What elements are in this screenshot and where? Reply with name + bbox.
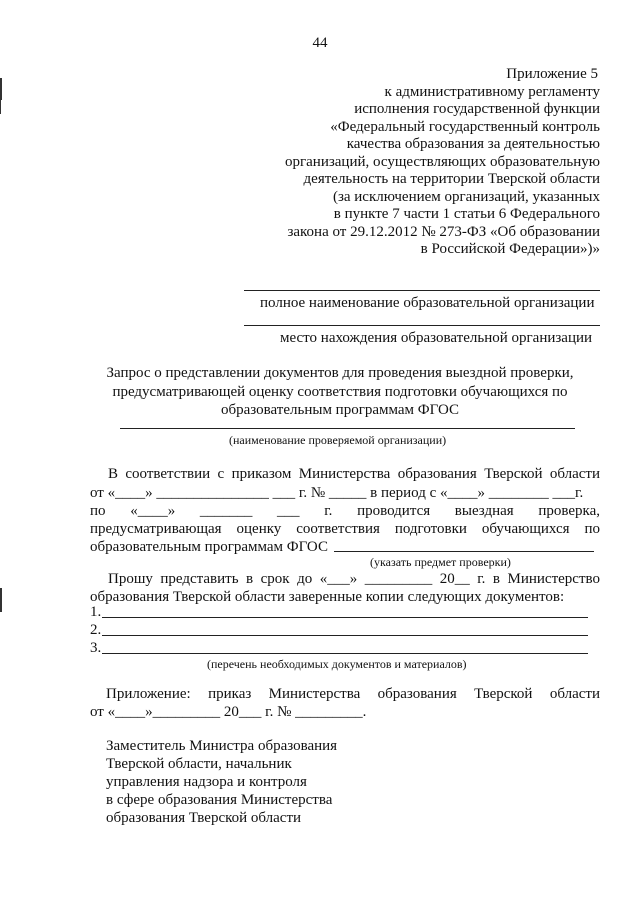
request-title-line: предусматривающей оценку соответствия подготовки обучающихся по xyxy=(112,383,568,400)
appendix-line: в Российской Федерации»)» xyxy=(420,241,600,257)
inspected-org-line[interactable] xyxy=(120,428,575,429)
doc-item-number: 1. xyxy=(90,604,102,620)
appendix-line: «Федеральный государственный контроль xyxy=(330,118,600,135)
signatory-line: управления надзора и контроля xyxy=(106,774,307,790)
signatory-line: образования Тверской области xyxy=(106,810,302,826)
body-line: от «____» _______________ ___ г. № _____ в период с «____» ________ ___г. xyxy=(90,485,584,501)
doc-item-line[interactable] xyxy=(102,617,588,618)
doc-item-line[interactable] xyxy=(102,653,588,654)
inspected-org-caption: (наименование проверяемой организации) xyxy=(229,433,447,447)
docs-caption: (перечень необходимых документов и материалов) xyxy=(207,657,467,671)
appendix-title: Приложение 5 xyxy=(506,66,598,82)
appendix-line: к административному регламенту xyxy=(384,83,600,100)
doc-item-number: 2. xyxy=(90,622,102,638)
appendix-line: исполнения государственной функции xyxy=(354,101,600,117)
appendix-line: качества образования за деятельностью xyxy=(346,136,600,152)
attachment-line: Приложение: приказ Министерства образования Тверской области xyxy=(106,686,600,702)
subject-line[interactable] xyxy=(334,551,594,552)
org-location-caption: место нахождения образовательной организации xyxy=(280,330,593,346)
request-title xyxy=(60,364,620,420)
org-location-line[interactable] xyxy=(244,325,600,326)
appendix-line: закона от 29.12.2012 № 273-ФЗ «Об образовании xyxy=(287,223,600,240)
body-line: образования Тверской области заверенные копии следующих документов: xyxy=(90,589,565,605)
body-line: образовательным программам ФГОС xyxy=(90,539,328,555)
attachment-line: от «____»_________ 20___ г. № _________. xyxy=(90,704,367,720)
scan-edge-mark xyxy=(0,588,2,612)
page-number: 44 xyxy=(312,35,328,51)
signatory-block xyxy=(106,737,337,827)
body-line: предусматривающая оценку соответствия подготовки обучающихся по xyxy=(90,521,600,537)
appendix-line: в пункте 7 части 1 статьи 6 Федерального xyxy=(333,206,600,222)
doc-item-line[interactable] xyxy=(102,635,588,636)
body-line: В соответствии с приказом Министерства образования Тверской области xyxy=(108,466,600,482)
scan-edge-mark xyxy=(0,78,2,100)
body-line: Прошу представить в срок до «___» _________ 20__ г. в Министерство xyxy=(108,571,600,587)
appendix-header xyxy=(220,66,600,259)
doc-item-number: 3. xyxy=(90,640,102,656)
signatory-line: в сфере образования Министерства xyxy=(106,792,333,808)
signatory-line: Тверской области, начальник xyxy=(106,756,292,772)
signatory-line: Заместитель Министра образования xyxy=(106,738,338,754)
org-name-line[interactable] xyxy=(244,290,600,291)
org-name-caption: полное наименование образовательной организации xyxy=(260,295,595,311)
body-line: по «____» _______ ___ г. проводится выездная проверка, xyxy=(90,503,600,519)
subject-caption: (указать предмет проверки) xyxy=(370,555,511,569)
appendix-line: организаций, осуществляющих образовательную xyxy=(284,153,600,170)
request-title-line: образовательным программам ФГОС xyxy=(221,402,459,418)
scan-edge-mark xyxy=(0,100,1,114)
appendix-line: деятельность на территории Тверской области xyxy=(303,171,600,187)
request-title-line: Запрос о представлении документов для проведения выездной проверки, xyxy=(106,365,574,381)
appendix-line: (за исключением организаций, указанных xyxy=(332,188,600,205)
